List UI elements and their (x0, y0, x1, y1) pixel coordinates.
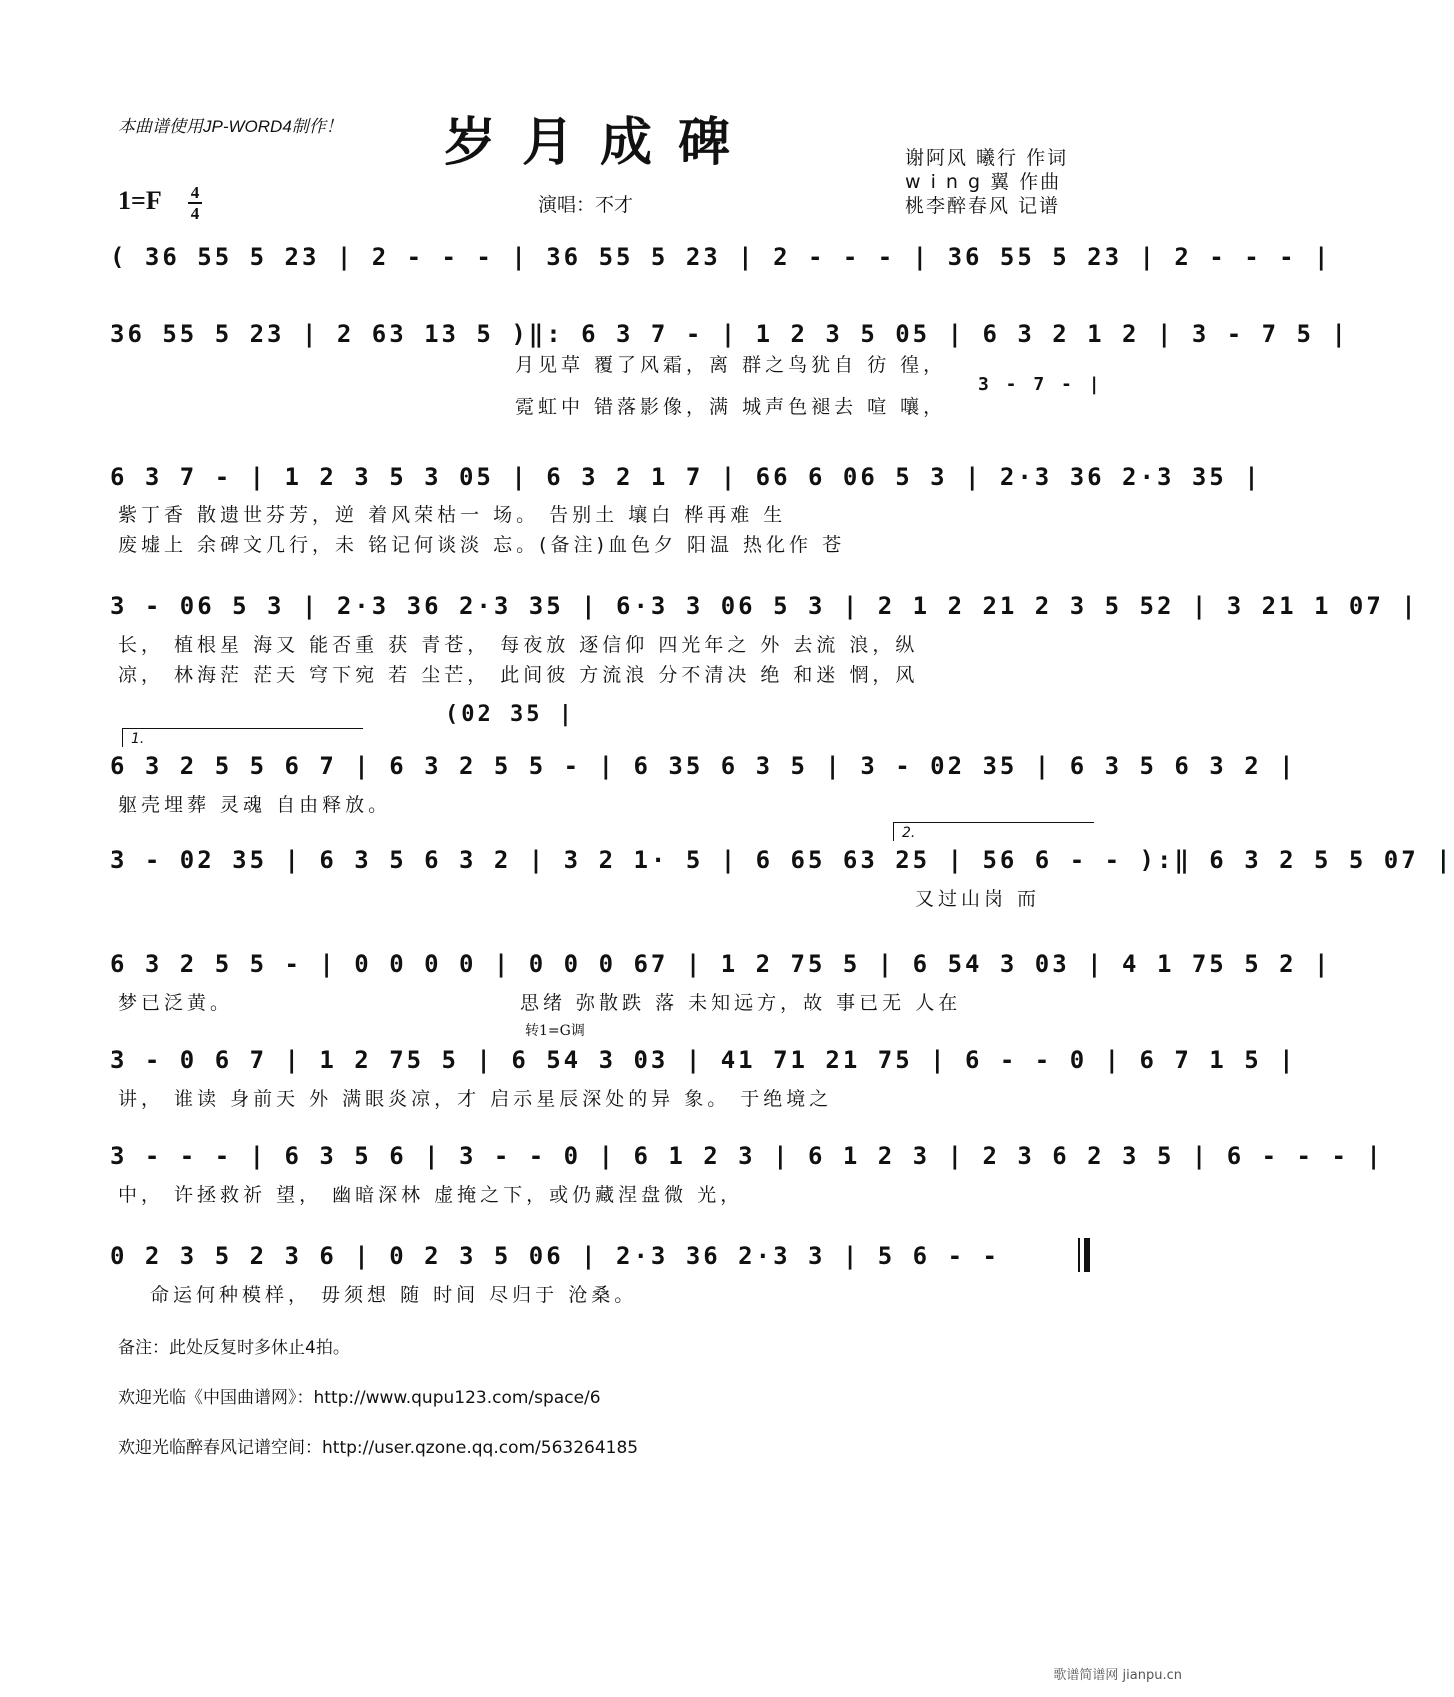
second-ending-bracket (893, 822, 1094, 841)
key-change-label: 转1=G调 (525, 1023, 585, 1039)
score-line-9: 3 - - - | 6 3 5 6 | 3 - - 0 | 6 1 2 3 | 6 1 2 3 | 2 3 6 2 3 5 | 6 - - - | (110, 1142, 1384, 1170)
site-link-1[interactable]: 欢迎光临《中国曲谱网》：http://www.qupu123.com/space/6 (118, 1388, 601, 1408)
lyric-line-9a: 中， 许拯救祈 望， 幽暗深林 虚掩之下，或仍藏涅盘微 光， (118, 1184, 744, 1206)
alt-ending-line-2: 3 - 7 - | (978, 374, 1103, 395)
first-ending-label: 1. (131, 731, 145, 747)
page-title: 岁月成碑 (443, 112, 756, 173)
score-line-1: ( 36 55 5 23 | 2 - - - | 36 55 5 23 | 2 - - - | 36 55 5 23 | 2 - - - | (110, 243, 1332, 271)
lyric-line-6a: 又过山岗 而 (915, 888, 1041, 910)
lyric-line-2a: 月见草 覆了风霜，离 群之鸟犹自 彷 徨， (515, 354, 947, 376)
site-link-2[interactable]: 欢迎光临醉春风记谱空间：http://user.qzone.qq.com/563264185 (118, 1438, 639, 1458)
lyric-line-4b: 凉， 林海茫 茫天 穹下宛 若 尘芒， 此间彼 方流浪 分不清决 绝 和迷 惘，风 (118, 664, 919, 686)
time-top: 4 (190, 183, 200, 202)
maker-note: 本曲谱使用JP-WORD4制作！ (118, 117, 343, 136)
credits (905, 146, 1068, 218)
lyric-line-7a: 梦已泛黄。 (118, 992, 234, 1014)
score-line-10: 0 2 3 5 2 3 6 | 0 2 3 5 06 | 2·3 36 2·3 3 | 5 6 - - (110, 1242, 1000, 1270)
composer-credit: w i n g 翼 作曲 (905, 171, 1062, 193)
singer: 演唱：不才 (538, 194, 634, 216)
lyric-line-7b: 思绪 弥散跌 落 未知远方，故 事已无 人在 (520, 992, 962, 1014)
second-ending-label: 2. (902, 825, 916, 841)
lyric-line-4a: 长， 植根星 海又 能否重 获 青苍， 每夜放 逐信仰 四光年之 外 去流 浪，纵 (118, 634, 919, 656)
score-line-8: 3 - 0 6 7 | 1 2 75 5 | 6 54 3 03 | 41 71 21 75 | 6 - - 0 | 6 7 1 5 | (110, 1046, 1297, 1074)
time-signature (188, 184, 202, 222)
score-line-5: 6 3 2 5 5 6 7 | 6 3 2 5 5 - | 6 35 6 3 5 | 3 - 02 35 | 6 3 5 6 3 2 | (110, 752, 1297, 780)
watermark: 歌谱简谱网 jianpu.cn (1053, 1668, 1182, 1683)
final-barline (1078, 1238, 1090, 1272)
score-line-4: 3 - 06 5 3 | 2·3 36 2·3 35 | 6·3 3 06 5 3 | 2 1 2 21 2 3 5 52 | 3 21 1 07 | (110, 592, 1419, 620)
lyric-line-2b: 霓虹中 错落影像，满 城声色褪去 喧 嚷， (515, 396, 947, 418)
first-ending-bracket (122, 728, 363, 747)
interlude-fragment: (02 35 | (445, 702, 575, 727)
lyric-line-3b: 废墟上 余碑文几行，未 铭记何谈淡 忘。(备注)血色夕 阳温 热化作 苍 (118, 534, 846, 556)
lyric-line-5a: 躯壳埋葬 灵魂 自由释放。 (118, 794, 392, 816)
score-line-7: 6 3 2 5 5 - | 0 0 0 0 | 0 0 0 67 | 1 2 75 5 | 6 54 3 03 | 4 1 75 5 2 | (110, 950, 1332, 978)
lyric-line-10a: 命运何种模样， 毋须想 随 时间 尽归于 沧桑。 (150, 1284, 638, 1306)
score-line-3: 6 3 7 - | 1 2 3 5 3 05 | 6 3 2 1 7 | 66 6 06 5 3 | 2·3 36 2·3 35 | (110, 463, 1262, 491)
lyricist-credit: 谢阿风 曦行 作词 (905, 147, 1069, 169)
key-signature: 1=F (118, 186, 162, 215)
score-line-6: 3 - 02 35 | 6 3 5 6 3 2 | 3 2 1· 5 | 6 65 63 25 | 56 6 - - ):‖ 6 3 2 5 5 07 | (110, 846, 1454, 874)
remark: 备注：此处反复时多休止4拍。 (118, 1338, 350, 1358)
lyric-line-3a: 紫丁香 散遗世芬芳，逆 着风荣枯一 场。 告别土 壤白 桦再难 生 (118, 504, 787, 526)
transcriber-credit: 桃李醉春风 记谱 (905, 195, 1061, 217)
time-bottom: 4 (190, 204, 200, 223)
score-line-2: 36 55 5 23 | 2 63 13 5 )‖: 6 3 7 - | 1 2 3 5 05 | 6 3 2 1 2 | 3 - 7 5 | (110, 320, 1349, 348)
lyric-line-8a: 讲， 谁读 身前天 外 满眼炎凉，才 启示星辰深处的异 象。 于绝境之 (118, 1088, 833, 1110)
